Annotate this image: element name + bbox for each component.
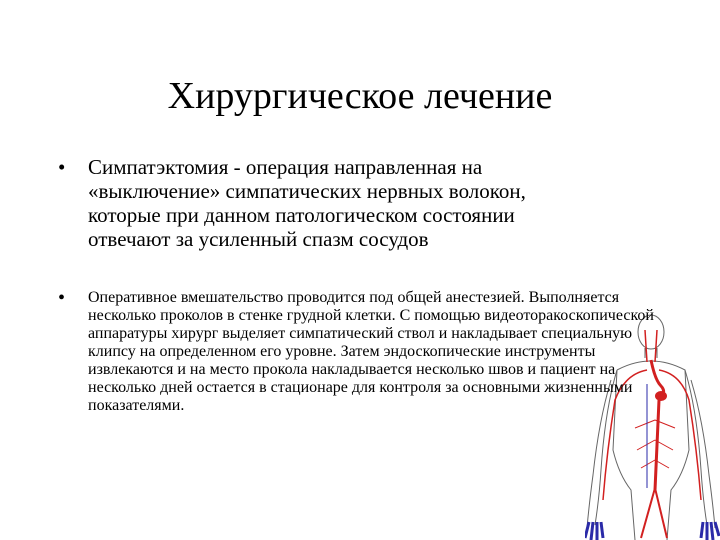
bullet-marker: • <box>58 155 66 179</box>
bullet-text: Симпатэктомия - операция направленная на «выключение» симпатических нервных волокон, которые при данном патологическом состоянии отвечают за усиленный спазм сосудов <box>88 155 526 251</box>
bullet-item-procedure <box>58 289 668 415</box>
bullet-item-sympathectomy <box>58 155 568 251</box>
bullet-list <box>58 155 678 415</box>
slide-title: Хирургическое лечение <box>167 75 553 117</box>
bullet-text: Оперативное вмешательство проводится под общей анестезией. Выполняется несколько проколов в стенке грудной клетки. С помощью видеоторакоскопической аппаратуры хирург выделяет симпатический ствол и накладывает специальную клипсу на определенном его уровне. Затем эндоскопические инструменты извлекаются и на место прокола накладывается несколько швов и пациент на несколько дней остается в стационаре для контроля за основными жизненными показателями. <box>88 289 654 414</box>
bullet-marker: • <box>58 287 66 309</box>
